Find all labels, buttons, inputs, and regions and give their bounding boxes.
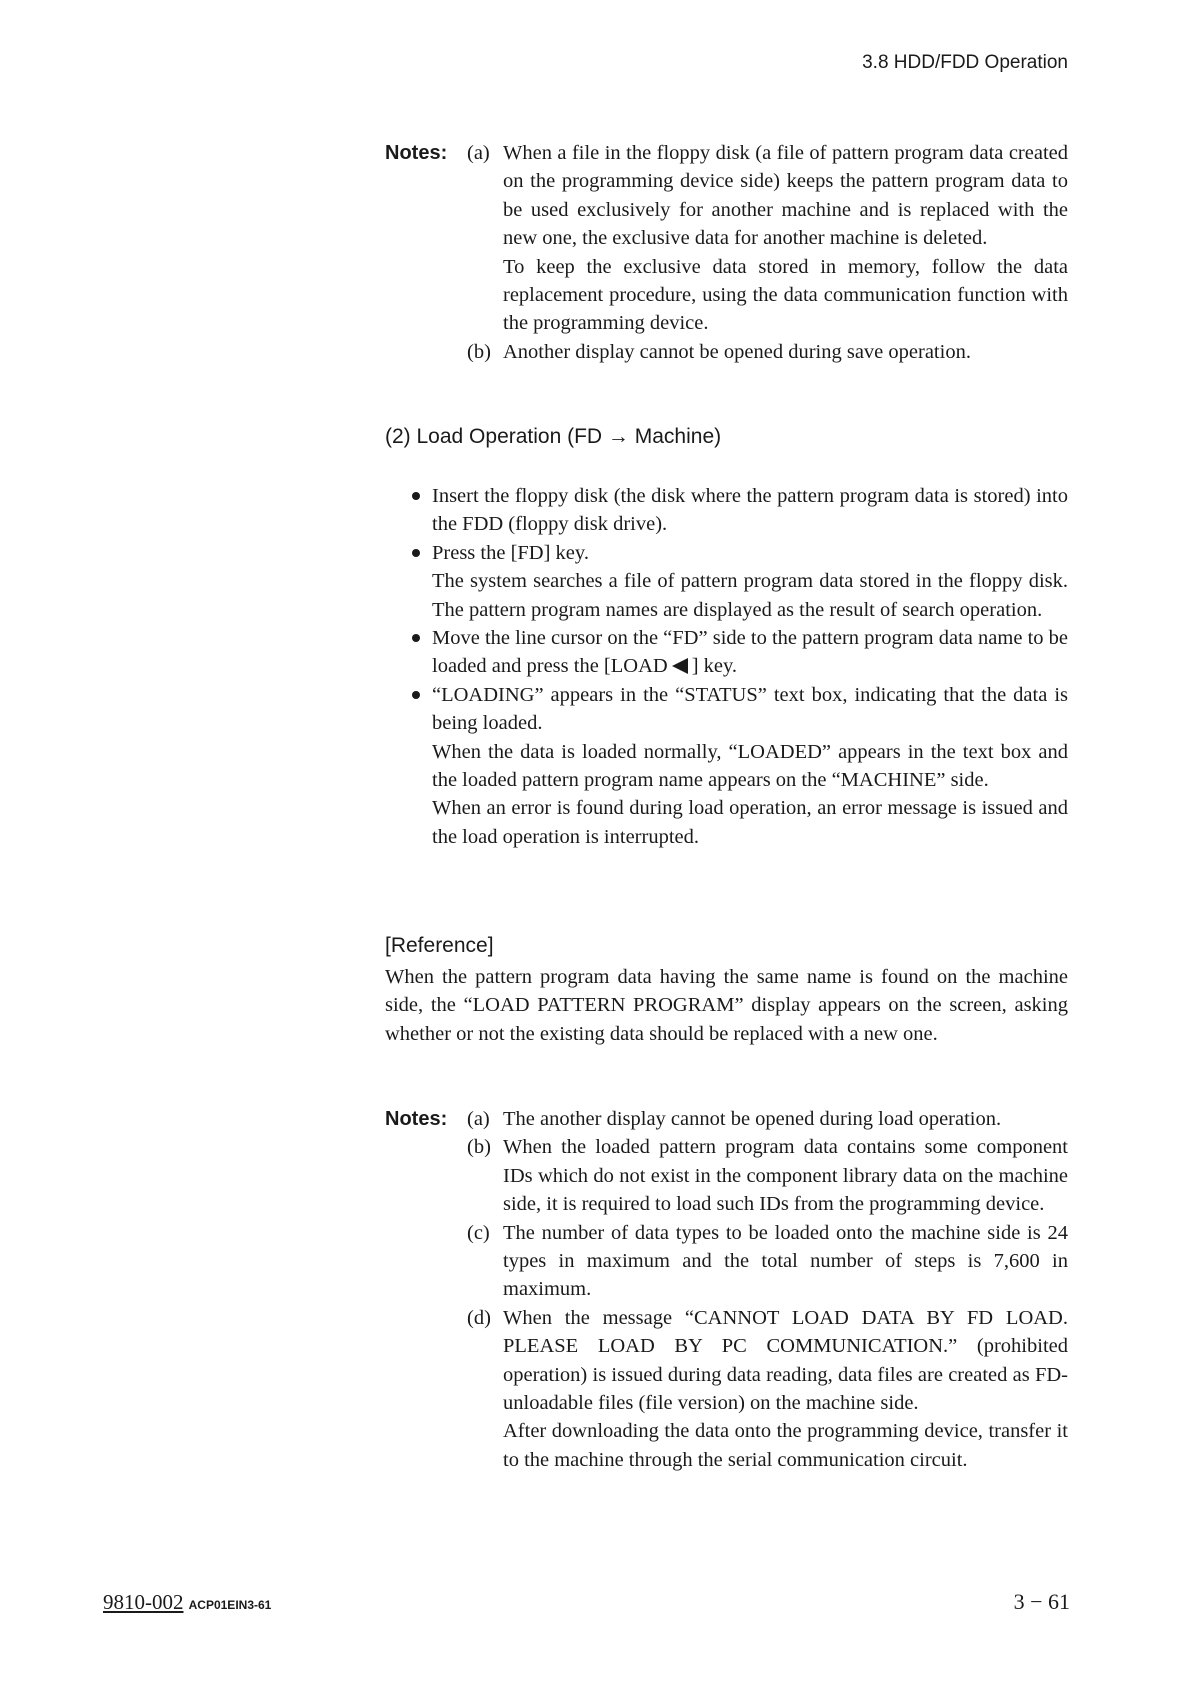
note-text: The number of data types to be loaded onto the machine side is 24 types in maximum and the total number of steps is 7,600 in maximum. (503, 1221, 1068, 1301)
bullet-icon (412, 492, 420, 500)
bullet-text: When the data is loaded normally, “LOADED” appears in the text box and the loaded pattern program name appears on the “MACHINE” side. (432, 740, 1068, 792)
note-text: To keep the exclusive data stored in memory, follow the data replacement procedure, using the data communication function with the programming device. (503, 255, 1068, 335)
bullet-icon (412, 549, 420, 557)
note-text: The another display cannot be opened during load operation. (503, 1108, 1002, 1130)
note-tag: (b) (467, 1136, 491, 1159)
footer-doc-id (103, 1590, 271, 1615)
note-b (385, 1133, 1068, 1218)
section-header: 3.8 HDD/FDD Operation (862, 52, 1068, 73)
left-triangle-icon (672, 658, 688, 674)
notes-block-2 (385, 1105, 1068, 1474)
load-operation-heading: (2) Load Operation (FD → Machine) (385, 425, 722, 448)
bullet-text: Insert the floppy disk (the disk where the pattern program data is stored) into the FDD (floppy disk drive). (432, 485, 1068, 536)
bullet-item (385, 482, 1068, 539)
bullet-text: When an error is found during load operation, an error message is issued and the load operation is interrupted. (432, 797, 1068, 848)
reference-heading: [Reference] (385, 934, 494, 957)
notes-block-1 (385, 139, 1068, 366)
bullet-text: Press the [FD] key. (432, 541, 589, 564)
bullet-text: The system searches a file of pattern program data stored in the floppy disk. The pattern program names are displayed as the result of search operation. (432, 570, 1068, 621)
note-d (385, 1304, 1068, 1474)
note-tag: (a) (467, 1108, 490, 1130)
doc-code: ACP01EIN3-61 (188, 1598, 272, 1612)
bullet-icon (412, 634, 420, 642)
note-tag: (d) (467, 1306, 491, 1329)
bullet-icon (412, 691, 420, 699)
bullet-text-part: Move the line cursor on the “FD” side to the pattern program data name to be loaded and press the [LOAD (432, 627, 1068, 678)
note-text: When the message “CANNOT LOAD DATA BY FD LOAD. PLEASE LOAD BY PC COMMUNICATION.” (prohibited operation) is issued during data reading, data files are created as FD-unloadable files (file version) on the machine side. (503, 1306, 1068, 1415)
note-b (385, 338, 1068, 366)
note-text: When the loaded pattern program data contains some component IDs which do not exist in the component library data on the machine side, it is required to load such IDs from the programming device. (503, 1136, 1068, 1216)
doc-number: 9810-002 (103, 1590, 184, 1614)
note-tag: (a) (467, 142, 490, 164)
note-text: After downloading the data onto the programming device, transfer it to the machine through the serial communication circuit. (503, 1420, 1068, 1471)
note-a (385, 139, 1068, 338)
note-a (385, 1105, 1068, 1133)
note-tag: (b) (467, 340, 491, 363)
note-text: When a file in the floppy disk (a file of pattern program data created on the programming device side) keeps the pattern program data to be used exclusively for another machine and is replaced with the new one, the exclusive data for another machine is deleted. (503, 142, 1068, 250)
reference-text: When the pattern program data having the same name is found on the machine side, the “LOAD PATTERN PROGRAM” display appears on the screen, asking whether or not the existing data should be replaced with a new one. (385, 966, 1068, 1045)
bullet-item (385, 539, 1068, 624)
note-tag: (c) (467, 1221, 490, 1244)
bullet-item (385, 681, 1068, 851)
page-number: 3 − 61 (1013, 1589, 1070, 1614)
bullet-text: “LOADING” appears in the “STATUS” text box, indicating that the data is being loaded. (432, 683, 1068, 735)
bullet-text (432, 624, 1068, 681)
note-text: Another display cannot be opened during save operation. (503, 340, 971, 363)
load-bullets (385, 482, 1068, 851)
notes-label: Notes: (385, 142, 448, 164)
bullet-item (385, 624, 1068, 681)
bullet-text-part: ] key. (691, 655, 738, 678)
notes-label: Notes: (385, 1108, 448, 1130)
note-c (385, 1219, 1068, 1304)
